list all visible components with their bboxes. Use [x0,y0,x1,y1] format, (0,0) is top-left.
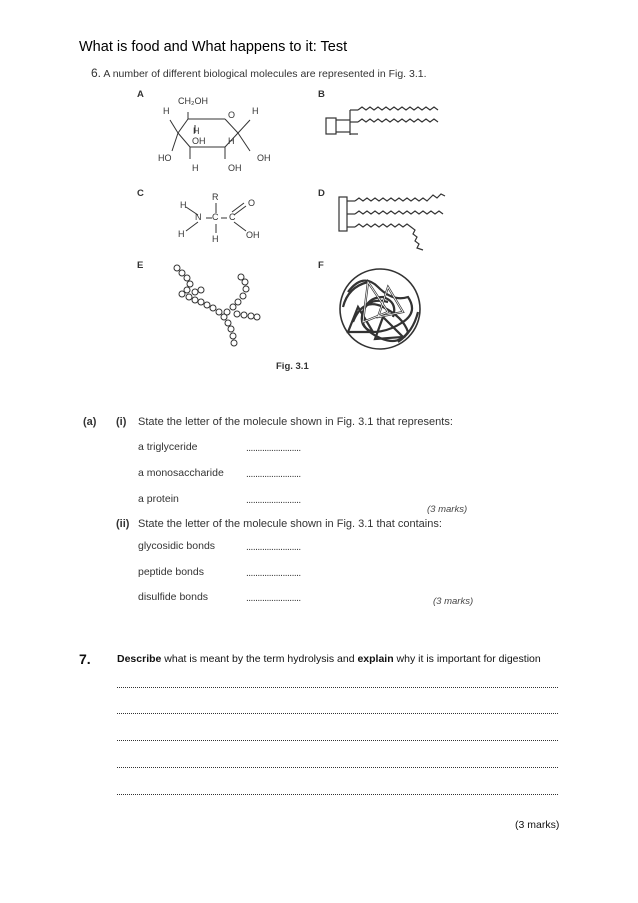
chem-a-h-ring-right: H [228,136,235,146]
part-a-label: (a) [83,416,97,428]
figure-caption: Fig. 3.1 [276,361,309,372]
chem-a-ch2oh: CH₂OH [178,96,208,106]
question-7-explain: explain [357,653,394,665]
item-triglyceride-label: a triglyceride [138,441,198,453]
figure-label-e: E [137,260,144,271]
item-protein-label: a protein [138,493,179,505]
marks-part-a-i: (3 marks) [427,504,468,515]
molecule-a-glucose-diagram [150,95,280,180]
part-a-ii-label: (ii) [116,518,130,530]
chem-a-ring-oxygen: O [228,110,236,120]
chem-a-h-bottom: H [192,163,199,173]
molecule-f-protein-diagram [328,262,443,357]
molecule-d-triglyceride-diagram [335,185,455,255]
answer-field-triglyceride[interactable]: ........................ [246,443,301,454]
figure-label-d: D [318,188,325,199]
molecule-b-diagram [322,100,452,145]
part-a-i-label: (i) [116,416,127,428]
chem-a-oh-ring: OH [192,136,206,146]
chem-c-c-carboxyl: C [229,212,236,222]
chem-c-h-bottom: H [212,234,219,244]
chem-a-ho: HO [158,153,172,163]
chem-a-oh-right: OH [257,153,271,163]
chem-c-r: R [212,192,219,202]
figure-label-c: C [137,188,144,199]
answer-line-3[interactable] [117,740,558,741]
question-6-number: 6. [91,66,102,80]
molecule-e-polysaccharide-diagram [165,262,275,352]
chem-a-h-right: H [252,106,259,116]
item-glycosidic-bonds-label: glycosidic bonds [138,540,216,552]
chem-c-h-top: H [180,200,187,210]
part-a-i-prompt: State the letter of the molecule shown in Fig. 3.1 that represents: [138,416,453,428]
question-7-mid: what is meant by the term hydrolysis and [161,653,358,665]
chem-c-n: N [195,212,202,222]
marks-part-a-ii: (3 marks) [433,596,474,607]
question-6-text: A number of different biological molecules are represented in Fig. 3.1. [103,68,427,80]
question-6-stem [91,66,427,80]
chem-c-h-left: H [178,229,185,239]
page-title: What is food and What happens to it: Test [79,39,348,55]
answer-line-2[interactable] [117,713,558,714]
part-a-ii-prompt: State the letter of the molecule shown in Fig. 3.1 that contains: [138,518,442,530]
chem-a-oh-bottom: OH [228,163,242,173]
question-7-end: why it is important for digestion [393,653,541,665]
chem-c-c-alpha: C [212,212,219,222]
item-monosaccharide-label: a monosaccharide [138,467,224,479]
question-7-number: 7. [79,651,91,667]
answer-line-1[interactable] [117,687,558,688]
figure-label-f: F [318,260,324,271]
answer-field-peptide-bonds[interactable]: ........................ [246,568,301,579]
answer-field-disulfide-bonds[interactable]: ........................ [246,593,301,604]
answer-field-monosaccharide[interactable]: ........................ [246,469,301,480]
item-peptide-bonds-label: peptide bonds [138,566,204,578]
question-7-describe: Describe [117,653,162,665]
answer-line-4[interactable] [117,767,558,768]
answer-line-5[interactable] [117,794,558,795]
figure-label-b: B [318,89,325,100]
marks-question-7: (3 marks) [515,819,560,831]
chem-c-o: O [248,198,256,208]
figure-label-a: A [137,89,144,100]
chem-a-h-left: H [163,106,170,116]
question-7-text [117,653,541,665]
chem-c-oh: OH [246,230,260,240]
item-disulfide-bonds-label: disulfide bonds [138,591,209,603]
answer-field-protein[interactable]: ........................ [246,495,301,506]
chem-a-h-ring: H [193,126,200,136]
answer-field-glycosidic-bonds[interactable]: ........................ [246,542,301,553]
